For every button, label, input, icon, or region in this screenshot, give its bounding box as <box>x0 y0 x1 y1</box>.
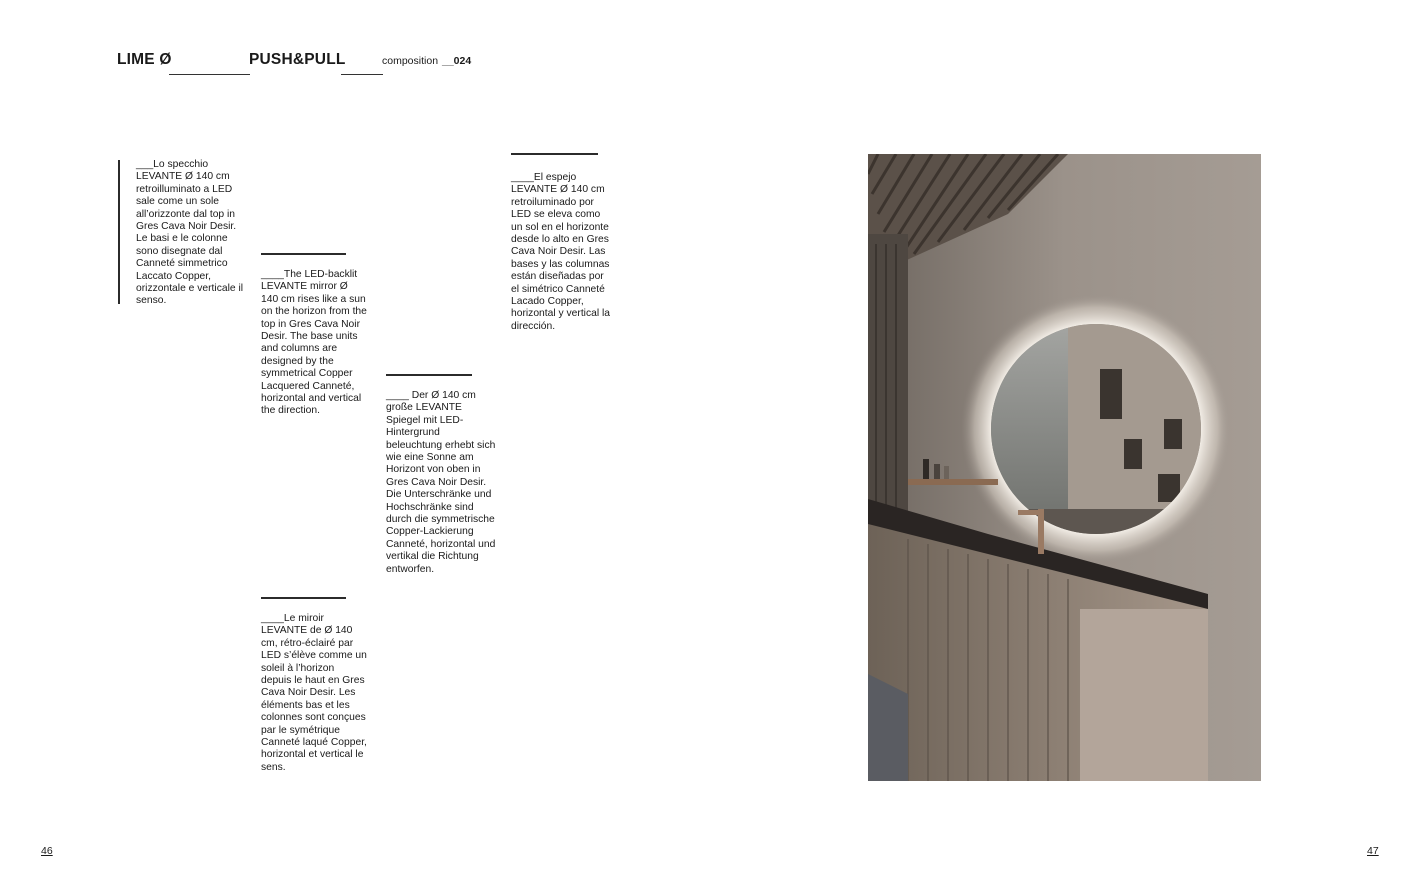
page-number-right: 47 <box>1367 845 1379 857</box>
system-title: PUSH&PULL <box>249 51 346 68</box>
german-rule <box>386 374 472 376</box>
title-underline <box>169 74 250 75</box>
text-spanish: ____El espejo LEVANTE Ø 140 cm retroiluminado por LED se eleva como un sol en el horizonte desde lo alto en Gres Cava Noir Desir. Las bases y las columnas están diseñadas por el simétrico Canneté Lacado Copper, horizontal y vertical la dirección. <box>511 172 611 332</box>
composition-label: composition <box>382 55 439 67</box>
spanish-rule <box>511 153 598 155</box>
text-french: ____Le miroir LEVANTE de Ø 140 cm, rétro-éclairé par LED s’élève comme un soleil à l’horizon depuis le haut en Gres Cava Noir Desir. Les éléments bas et les colonnes sont conçues par le symétrique Canneté laqué Copper, horizontal et vertical le sens. <box>261 613 367 773</box>
composition-number: __024 <box>442 55 472 67</box>
system-underline <box>341 74 383 75</box>
text-english: ____The LED-backlit LEVANTE mirror Ø 140 cm rises like a sun on the horizon from the top in Gres Cava Noir Desir. The base units and columns are designed by the symmetrical Copper Lacquered Canneté, horizontal and vertical the direction. <box>261 269 367 417</box>
french-rule <box>261 597 346 599</box>
italian-vertical-rule <box>118 160 120 304</box>
bathroom-photo <box>868 154 1261 781</box>
model-title: LIME Ø <box>117 51 172 68</box>
text-italian: ___Lo specchio LEVANTE Ø 140 cm retroilluminato a LED sale come un sole all’orizzonte dal top in Gres Cava Noir Desir. Le basi e le colonne sono disegnate dal Canneté simmetrico Laccato Copper, orizzontale e verticale il senso. <box>136 159 244 307</box>
text-german: ____ Der Ø 140 cm große LEVANTE Spiegel mit LED-Hintergrund beleuchtung erhebt sich wie eine Sonne am Horizont von oben in Gres Cava Noir Desir. Die Unterschränke und Hochschränke sind durch die symmetrische Copper-Lackierung Canneté, horizontal und vertikal die Richtung entworfen. <box>386 390 496 575</box>
page-number-left: 46 <box>41 845 53 857</box>
english-rule <box>261 253 346 255</box>
